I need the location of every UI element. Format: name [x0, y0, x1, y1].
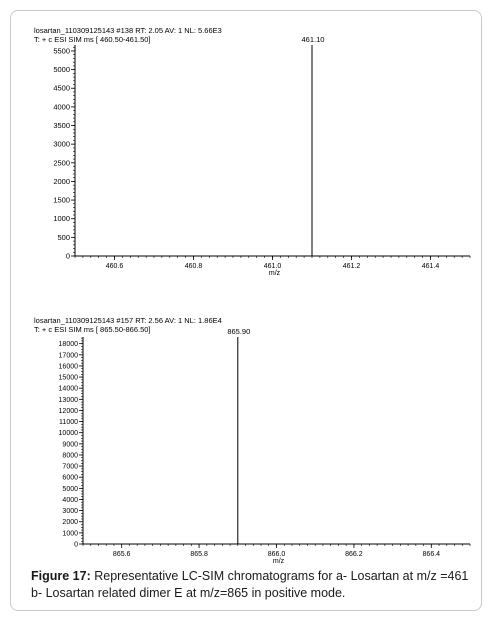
spectrum-b-y-tick-label: 5000 [62, 485, 78, 493]
caption-label: Figure 17: [31, 569, 91, 583]
spectrum-b-y-tick-label: 16000 [58, 363, 78, 371]
spectrum-b-header-line2: T: + c ESI SIM ms [ 865.50-866.50] [34, 325, 151, 334]
spectrum-b-x-tick-label: 865.6 [112, 551, 131, 558]
spectrum-b-y-tick-label: 15000 [58, 374, 78, 382]
spectrum-b-y-tick-label: 12000 [58, 407, 78, 415]
spectrum-panel-b [0, 300, 492, 565]
spectrum-a-y-tick-label: 2500 [53, 158, 70, 168]
spectrum-a-y-tick-label: 4000 [53, 102, 70, 112]
figure-caption [31, 568, 471, 602]
spectrum-b-y-tick-label: 10000 [58, 430, 78, 438]
spectrum-b-y-tick-label: 1000 [62, 530, 78, 538]
spectrum-b-header-line1: losartan_110309125143 #157 RT: 2.56 AV: 1 NL: 1.86E4 [34, 316, 222, 325]
spectrum-b-x-tick-label: 866.2 [345, 551, 363, 558]
spectrum-a-y-tick-label: 5500 [53, 46, 70, 56]
spectrum-b-y-tick-label: 18000 [58, 341, 78, 349]
spectrum-a-x-tick-label: 460.6 [105, 263, 124, 270]
spectrum-b-y-tick-label: 0 [74, 541, 78, 549]
spectrum-b-y-tick-label: 3000 [62, 508, 78, 516]
spectrum-a-y-tick-label: 5000 [53, 65, 70, 75]
spectrum-a-x-tick-label: 461.0 [263, 263, 282, 270]
spectrum-a-x-tick-label: 461.2 [342, 263, 361, 270]
spectrum-a-header-line2: T: + c ESI SIM ms [ 460.50-461.50] [34, 35, 151, 44]
spectrum-b-x-tick-label: 865.8 [190, 551, 208, 558]
spectrum-b-x-axis-label: m/z [272, 558, 285, 565]
spectrum-a-y-tick-label: 500 [57, 232, 70, 242]
caption-text: Representative LC-SIM chromatograms for a- Losartan at m/z =461 b- Losartan related dimer E at m/z=865 in positive mode. [31, 569, 469, 600]
spectrum-b-y-tick-label: 9000 [62, 441, 78, 449]
spectrum-b-x-tick-label: 866.0 [267, 551, 286, 558]
spectrum-a-y-tick-label: 1500 [53, 195, 70, 205]
spectrum-b-x-tick-label: 866.4 [422, 551, 441, 558]
spectrum-b-y-tick-label: 4000 [62, 496, 78, 504]
spectrum-a-y-tick-label: 1000 [53, 214, 70, 224]
spectrum-b-y-tick-label: 7000 [62, 463, 78, 471]
spectrum-a-header-line1: losartan_110309125143 #138 RT: 2.05 AV: 1 NL: 5.66E3 [34, 26, 222, 35]
spectrum-a-peak-label: 461.10 [301, 35, 325, 44]
spectrum-a-svg [0, 0, 492, 300]
spectrum-a-y-tick-label: 4500 [53, 83, 70, 93]
spectrum-a-y-tick-label: 0 [65, 251, 70, 261]
spectrum-b-y-tick-label: 2000 [62, 519, 78, 527]
spectrum-b-y-tick-label: 13000 [58, 396, 78, 404]
spectrum-a-y-tick-label: 3000 [53, 139, 70, 149]
spectrum-b-y-tick-label: 14000 [58, 385, 78, 393]
spectrum-b-svg [0, 300, 492, 565]
spectrum-b-y-tick-label: 17000 [58, 352, 78, 360]
spectrum-b-y-tick-label: 6000 [62, 474, 78, 482]
spectrum-a-x-tick-label: 460.8 [184, 263, 203, 270]
spectrum-a-y-tick-label: 2000 [53, 176, 70, 186]
spectrum-a-y-tick-label: 3500 [53, 121, 70, 131]
spectrum-a-x-axis-label: m/z [268, 270, 281, 277]
spectrum-b-y-tick-label: 8000 [62, 452, 78, 460]
spectrum-a-x-tick-label: 461.4 [421, 263, 440, 270]
spectrum-panel-a [0, 0, 492, 300]
spectrum-b-y-tick-label: 11000 [59, 419, 78, 427]
spectrum-b-peak-label: 865.90 [227, 327, 251, 336]
